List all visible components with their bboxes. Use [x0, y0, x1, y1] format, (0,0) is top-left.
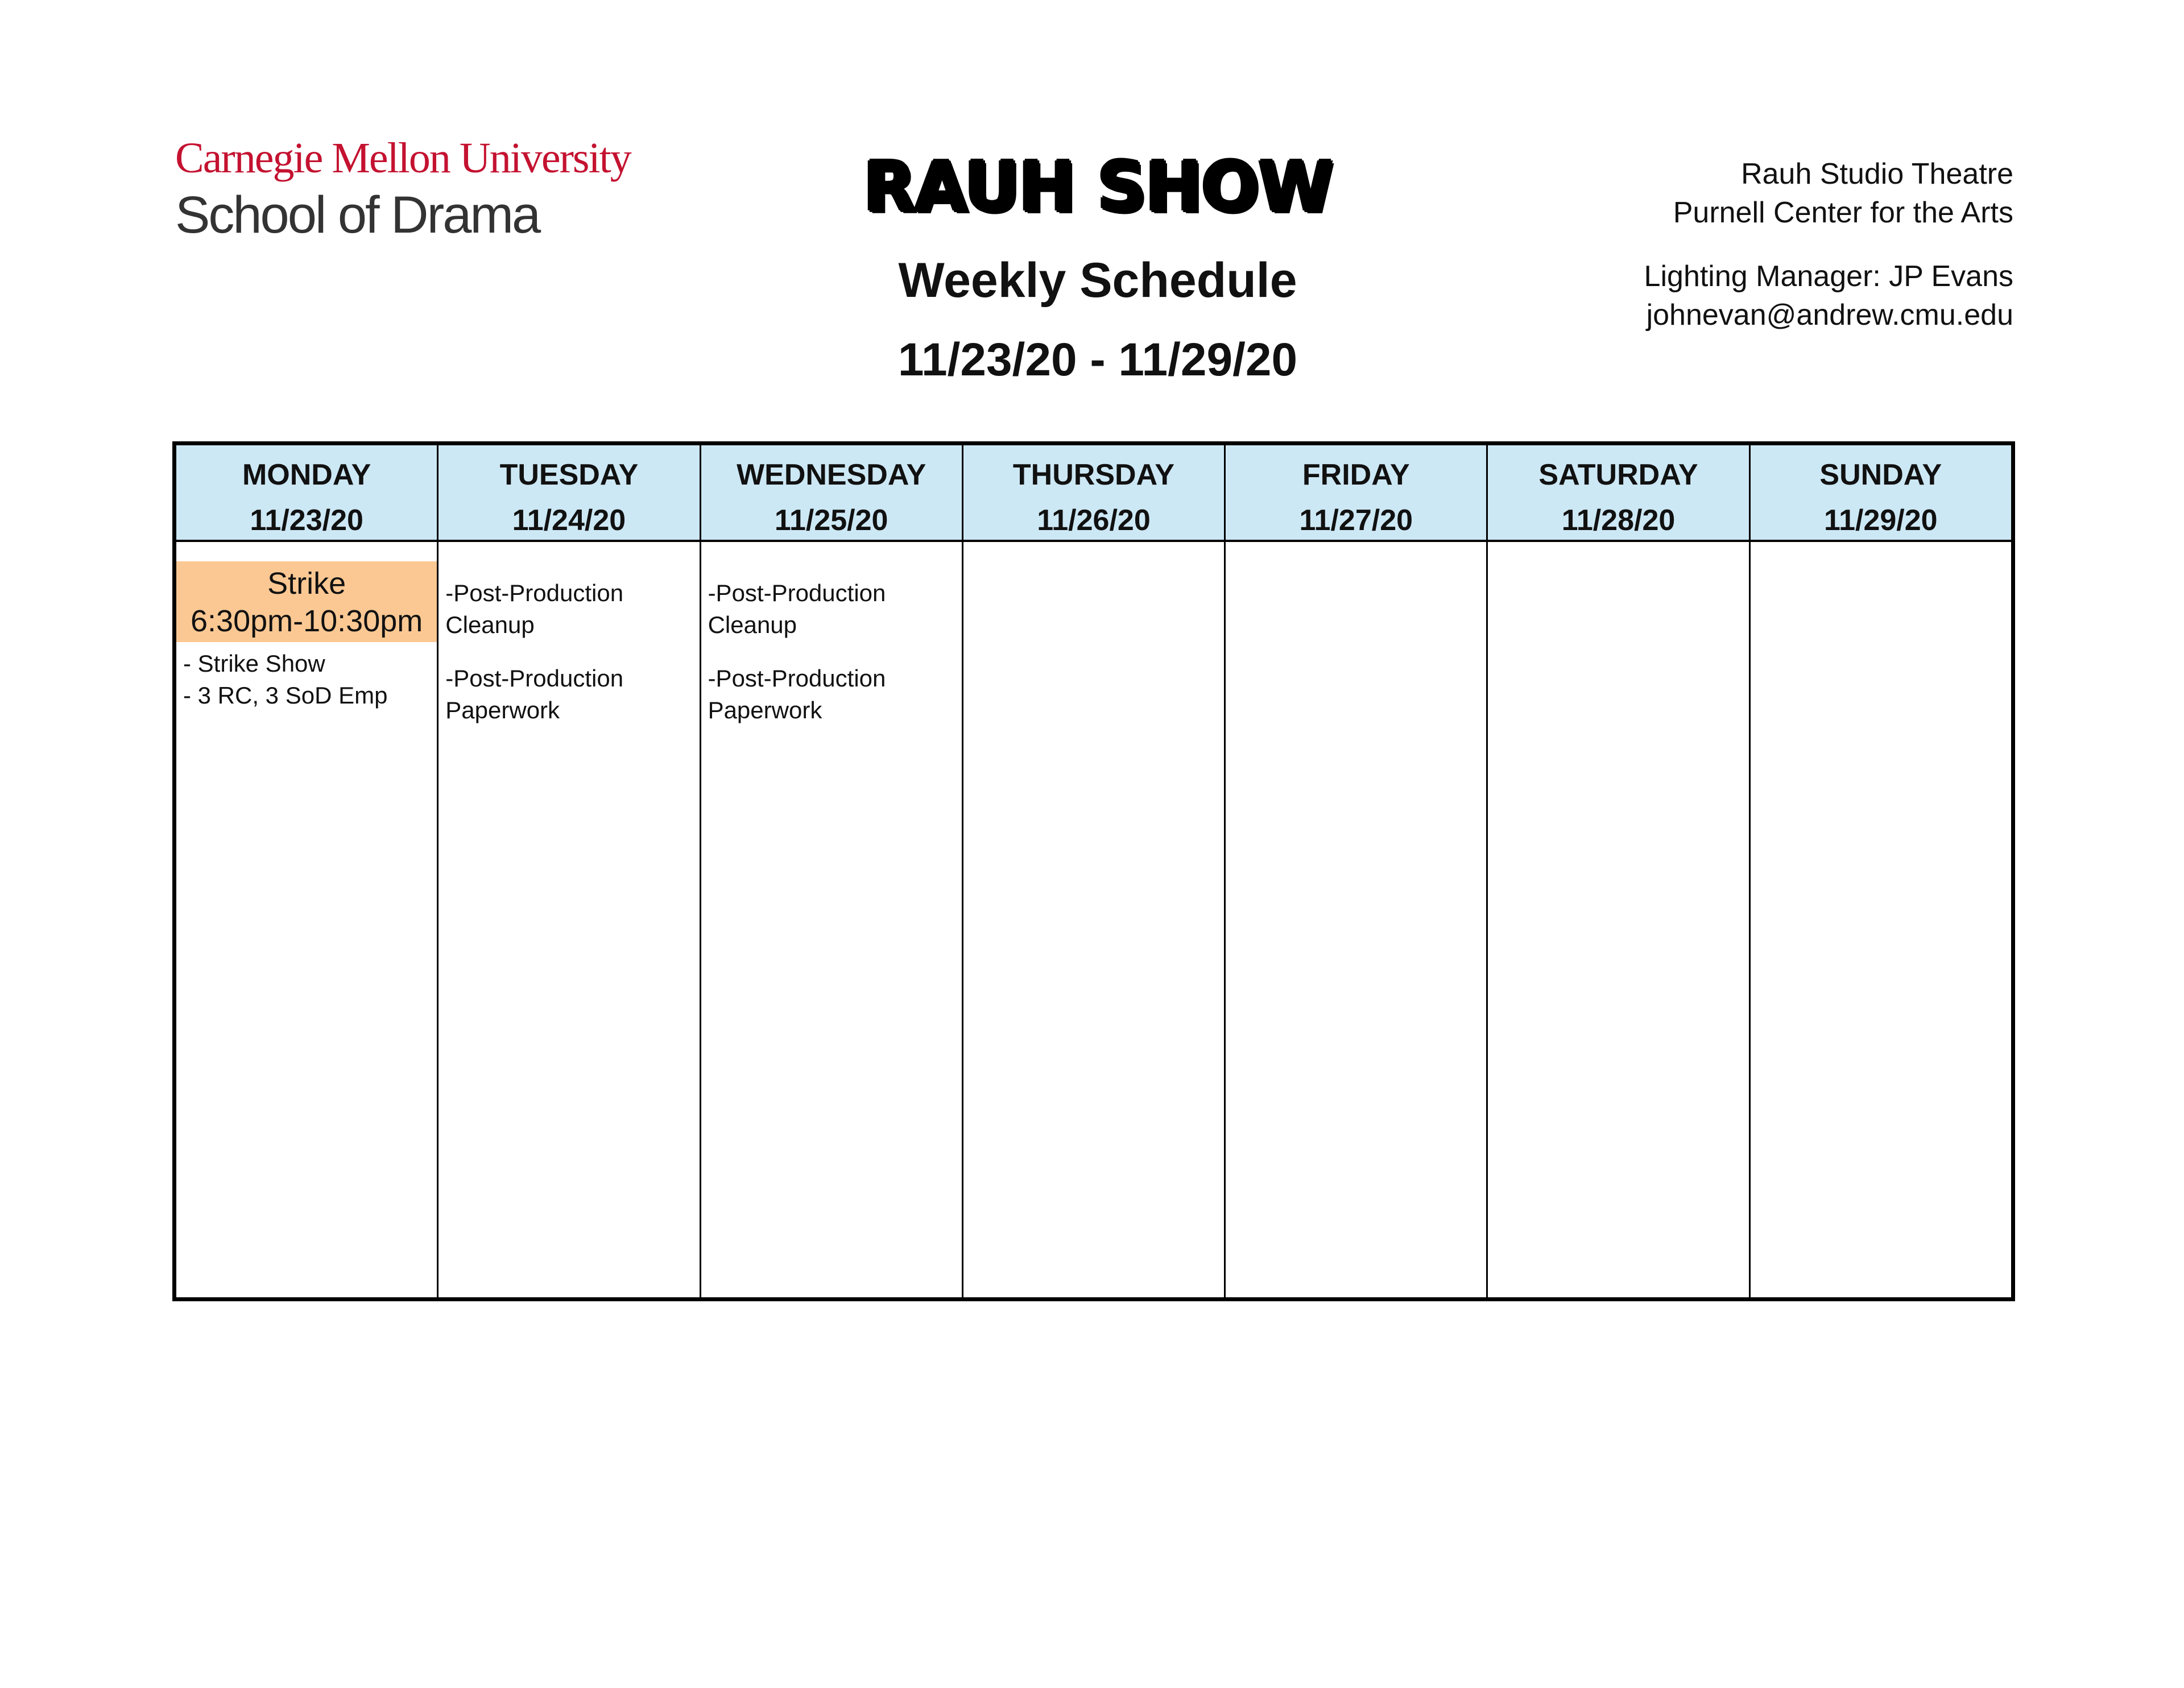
day-column-friday: [1226, 445, 1488, 1297]
note-item: -Post-Production Paperwork: [708, 665, 886, 723]
lighting-manager: Lighting Manager: JP Evans: [1644, 260, 2013, 293]
note-item: -Post-Production Cleanup: [445, 580, 624, 638]
day-column-tuesday: [439, 445, 701, 1297]
day-date: 11/23/20: [250, 504, 363, 537]
day-name: SATURDAY: [1538, 458, 1698, 491]
day-header: [1226, 445, 1486, 542]
venue-name: Rauh Studio Theatre: [1741, 158, 2013, 191]
day-header: [439, 445, 699, 542]
day-notes: [176, 648, 437, 711]
day-name: MONDAY: [242, 458, 371, 491]
day-name: FRIDAY: [1302, 458, 1410, 491]
event-time: 6:30pm-10:30pm: [191, 604, 423, 638]
day-column-thursday: [963, 445, 1226, 1297]
day-body: [1488, 542, 1748, 1297]
title-block: [751, 148, 1445, 386]
day-date: 11/28/20: [1561, 504, 1676, 537]
day-name: TUESDAY: [499, 458, 639, 491]
day-date: 11/27/20: [1299, 504, 1413, 537]
note-item: - Strike Show: [183, 650, 325, 677]
week-date-range: 11/23/20 - 11/29/20: [897, 334, 1298, 386]
day-header: [176, 445, 437, 542]
day-name: THURSDAY: [1012, 458, 1175, 491]
day-date: 11/29/20: [1824, 504, 1938, 537]
day-name: SUNDAY: [1819, 458, 1942, 491]
day-body: [1751, 542, 2011, 1297]
contact-email: johnevan@andrew.cmu.edu: [1646, 299, 2013, 332]
day-name: WEDNESDAY: [737, 458, 926, 491]
venue-building: Purnell Center for the Arts: [1673, 196, 2013, 229]
day-body: [963, 542, 1224, 1297]
day-header: [1488, 445, 1748, 542]
day-date: 11/25/20: [774, 504, 888, 537]
day-body: [1226, 542, 1486, 1297]
weekly-schedule-table: [172, 441, 2015, 1301]
logo-university-name: Carnegie Mellon University: [175, 134, 631, 182]
day-header: [1751, 445, 2011, 542]
day-column-wednesday: [701, 445, 963, 1297]
day-date: 11/26/20: [1037, 504, 1151, 537]
cmu-drama-logo: [175, 134, 642, 244]
day-body: [701, 542, 962, 1297]
event-title: Strike: [267, 566, 346, 601]
note-item: -Post-Production Cleanup: [708, 580, 886, 638]
note-item: - 3 RC, 3 SoD Emp: [183, 682, 388, 709]
day-header: [963, 445, 1224, 542]
day-notes: [701, 577, 962, 726]
day-date: 11/24/20: [512, 504, 626, 537]
day-body: [439, 542, 699, 1297]
day-header: [701, 445, 962, 542]
day-column-monday: [176, 445, 439, 1297]
show-title: RAUH SHOW: [863, 148, 1333, 227]
day-body: [176, 542, 437, 1297]
strike-event-block: [176, 561, 437, 642]
day-column-sunday: [1751, 445, 2011, 1297]
logo-school-name: School of Drama: [175, 186, 540, 244]
venue-contact-info: [1644, 155, 2013, 334]
day-column-saturday: [1488, 445, 1750, 1297]
day-notes: [439, 577, 699, 726]
note-item: -Post-Production Paperwork: [445, 665, 624, 723]
schedule-subtitle: Weekly Schedule: [898, 253, 1297, 308]
